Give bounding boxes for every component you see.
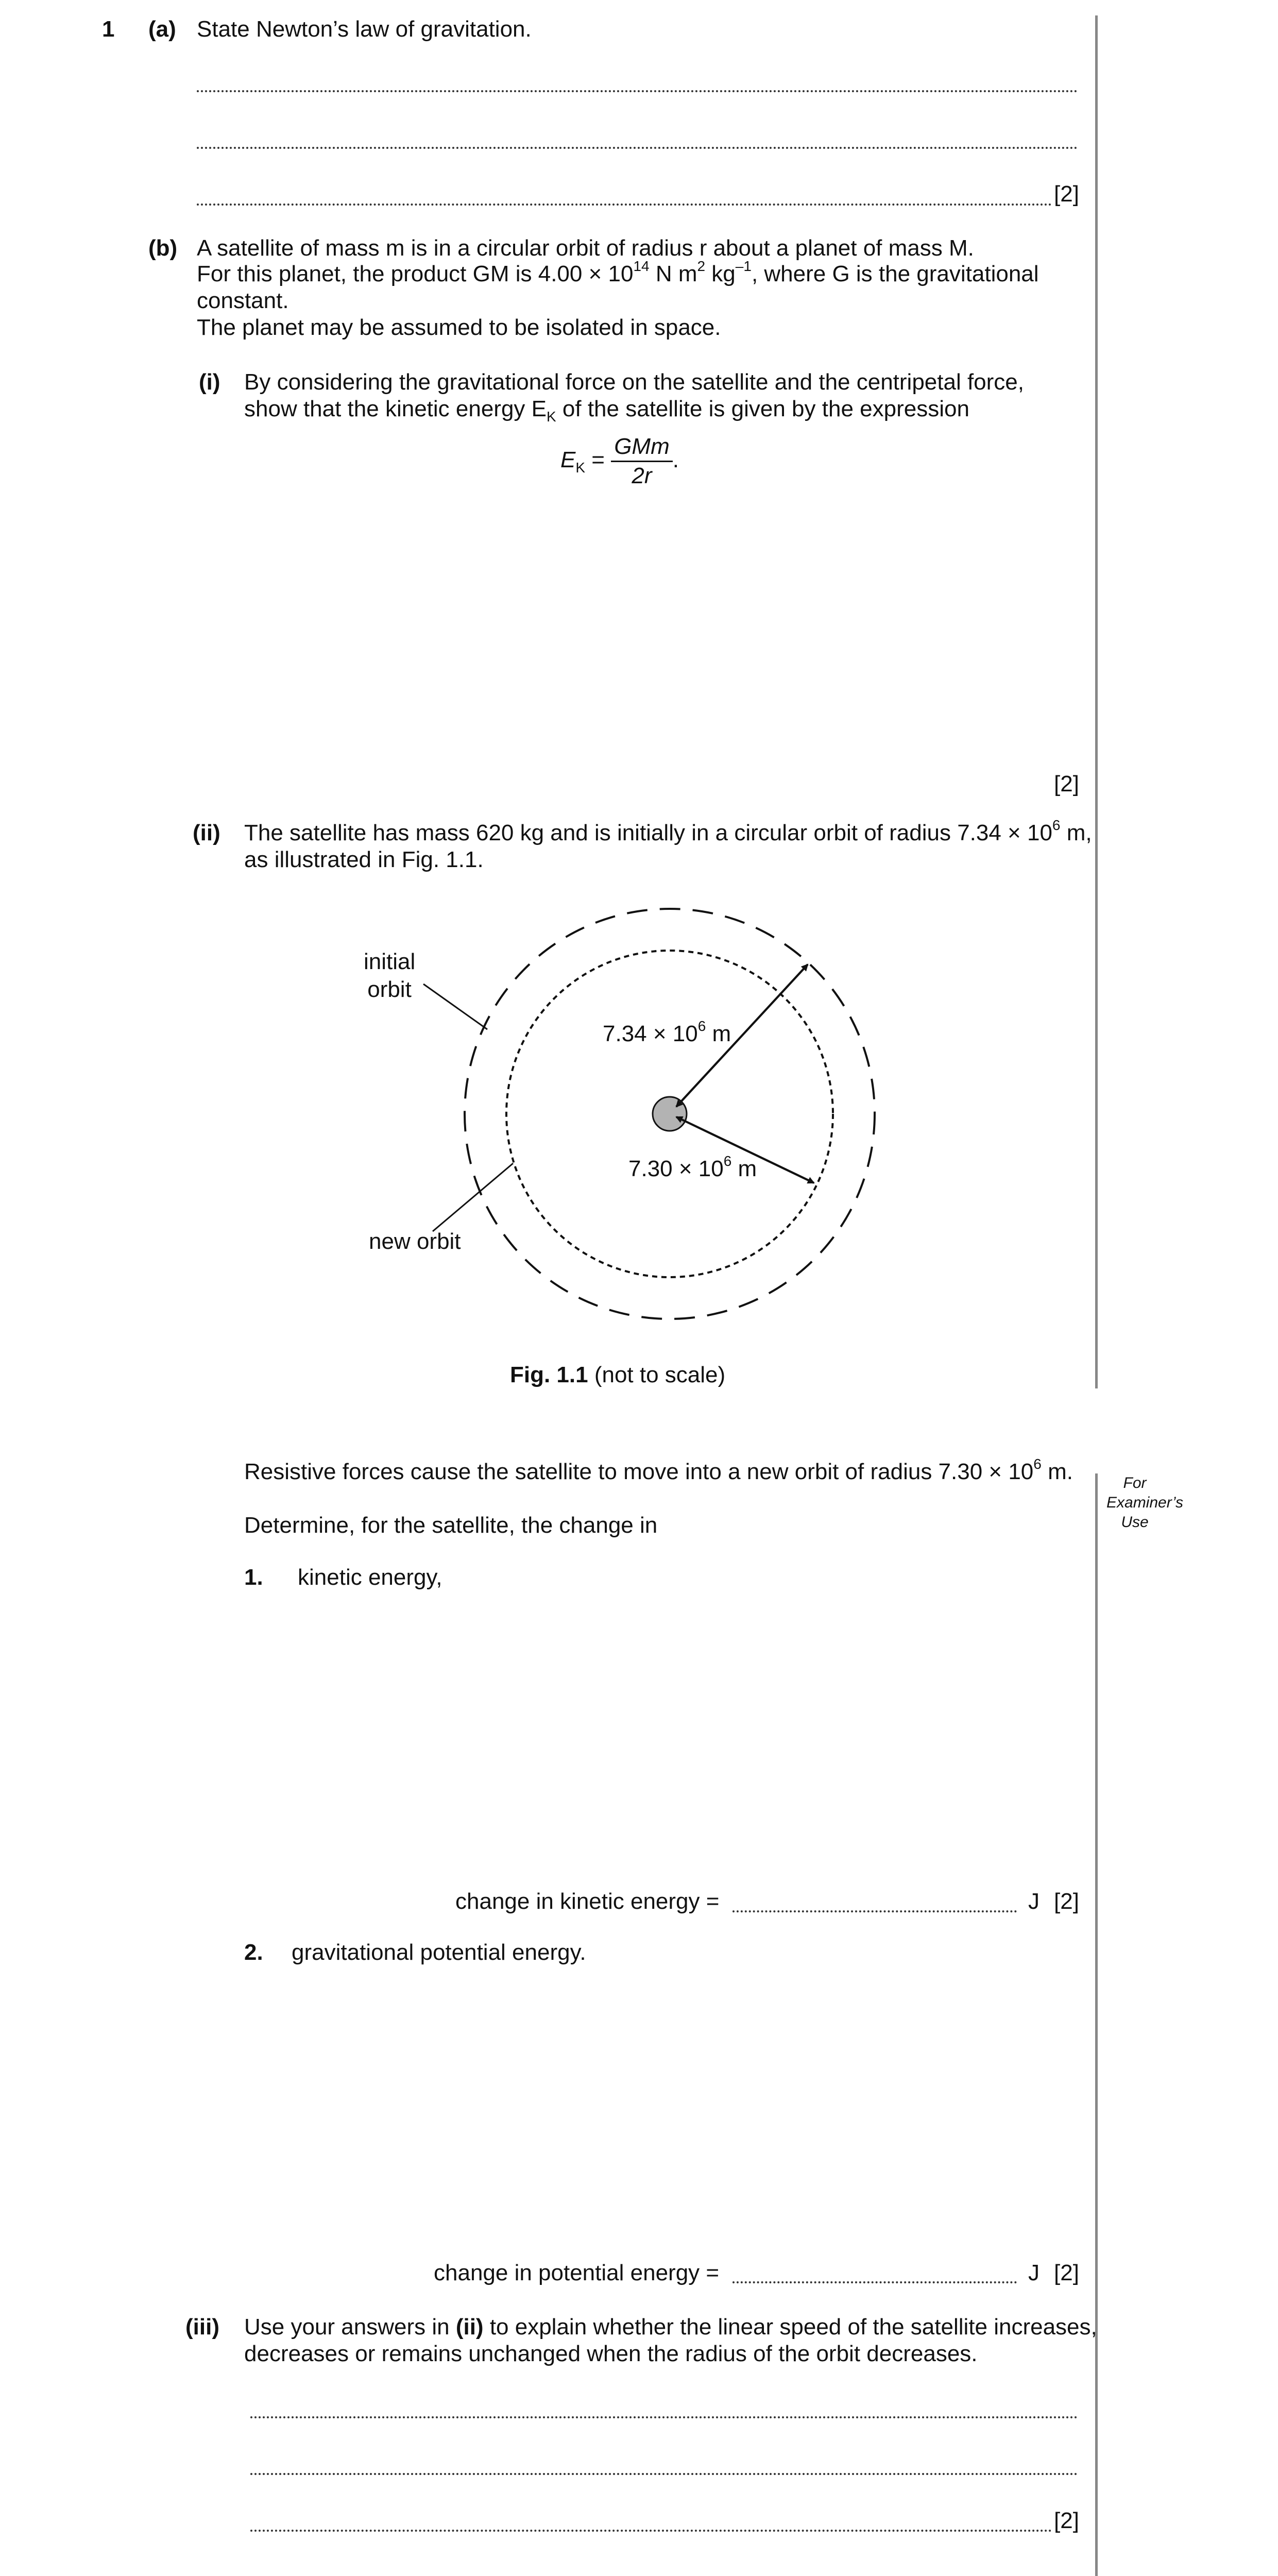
answer-line[interactable] [197, 90, 1078, 92]
part-bii-line-1: The satellite has mass 620 kg and is initially in a circular orbit of radius $7.34 \times 10^6$ m, [244, 817, 1092, 845]
initial-orbit-label: initial orbit [364, 949, 416, 1002]
part-bi-label: (i) [199, 369, 220, 395]
gpe-unit: J [1028, 2260, 1040, 2285]
ke-unit: J [1028, 1889, 1040, 1914]
new-orbit-leader [433, 1163, 513, 1231]
question-number: 1 [102, 16, 115, 42]
part-biii-label: (iii) [185, 2314, 219, 2340]
marks-label: [2] [1054, 1889, 1079, 1914]
initial-orbit-leader [423, 984, 487, 1029]
part-bii-label: (ii) [193, 820, 220, 845]
answer-line[interactable] [197, 147, 1078, 149]
marks-label: [2] [1054, 2260, 1079, 2285]
determine-text: Determine, for the satellite, the change in [244, 1513, 658, 1538]
part-a-text: State Newton’s law of gravitation. [197, 16, 532, 42]
part-bi-line-1: By considering the gravitational force on the satellite and the centripetal force, [244, 369, 1025, 395]
new-orbit-label: new orbit [369, 1229, 461, 1254]
new-radius-label: $7.30 \times 10^6$ m [628, 1153, 757, 1181]
part-b-intro-4: The planet may be assumed to be isolated in space. [197, 315, 721, 340]
answer-line[interactable] [250, 2416, 1078, 2418]
orbit-diagram [0, 891, 1278, 1355]
gpe-answer-label: change in potential energy = [434, 2260, 720, 2285]
resistive-forces-text: Resistive forces cause the satellite to move into a new orbit of radius $7.30 \times 10^6$ m. [244, 1456, 1073, 1484]
part-biii-line-1: Use your answers in (ii) to explain whether the linear speed of the satellite increases, [244, 2314, 1097, 2340]
initial-radius-label: $7.34 \times 10^6$ m [603, 1018, 731, 1046]
subpart-1-number: 1. [244, 1565, 263, 1590]
part-a-label: (a) [148, 16, 176, 42]
ke-answer-label: change in kinetic energy = [455, 1889, 720, 1914]
figure-caption: Fig. 1.1 (not to scale) [510, 1362, 726, 1387]
examiner-use-note: For Examiner’s Use [1106, 1475, 1183, 1531]
answer-line[interactable] [250, 2530, 1052, 2532]
part-b-intro-2: For this planet, the product GM is $4.00 \times 10^{14}$ N $m^2$ $kg^{-1}$, where G is the gravitational [197, 258, 1039, 286]
part-bii-line-2: as illustrated in Fig. 1.1. [244, 847, 484, 872]
margin-rule-bottom [1095, 1473, 1098, 2576]
part-b-intro-1: A satellite of mass m is in a circular orbit of radius r about a planet of mass M. [197, 235, 974, 261]
part-biii-line-2: decreases or remains unchanged when the radius of the orbit decreases. [244, 2341, 978, 2366]
kinetic-energy-equation: $E_K$ = $\frac{\text{GMm}}{2r}$ . [560, 434, 679, 488]
part-b-intro-3: constant. [197, 288, 289, 313]
marks-label: [2] [1054, 2508, 1079, 2533]
part-bi-line-2: show that the kinetic energy $E_K$ of the satellite is given by the expression [244, 396, 969, 425]
answer-line[interactable] [250, 2473, 1078, 2475]
answer-line[interactable] [197, 204, 1052, 206]
marks-label: [2] [1054, 181, 1079, 207]
marks-label: [2] [1054, 771, 1079, 796]
subpart-1-text: kinetic energy, [298, 1565, 442, 1590]
subpart-2-text: gravitational potential energy. [292, 1940, 586, 1965]
subpart-2-number: 2. [244, 1940, 263, 1965]
part-b-label: (b) [148, 235, 178, 261]
ke-answer-field[interactable] [732, 1910, 1017, 1912]
gpe-answer-field[interactable] [732, 2281, 1017, 2283]
